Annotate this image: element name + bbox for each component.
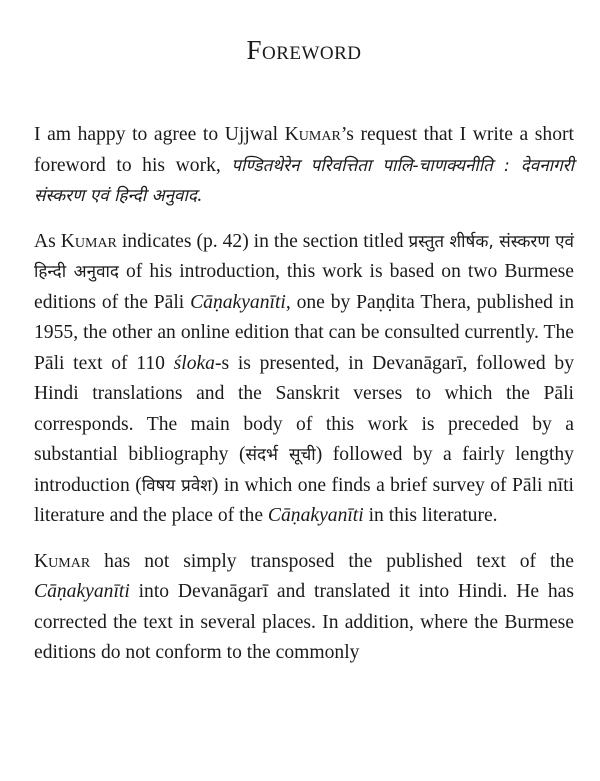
p1-text-2: ’s request that I write a short foreword to his work, <box>34 124 574 176</box>
p1-text-3: . <box>196 185 202 206</box>
paragraph-1 <box>34 120 574 212</box>
work-title: पण्डितथेरेन परिवत्तिता पालि-चाणक्यनीति : देवनागरी संस्करण एवं हिन्दी अनुवाद <box>34 155 574 206</box>
p2-text-3: of his introduction, this work is based on two Burmese editions of the Pāli <box>34 261 574 313</box>
p2-text-4: , one by Paṇḍita Thera, published in 1955, the other an online edition that can be consulted currently. The Pāli text of 110 <box>34 291 574 374</box>
p2-text-5: -s is presented, in Devanāgarī, followed by Hindi translations and the Sanskrit verses to which the Pāli corresponds. The main body of this work is preceded by a substantial bibliography ( <box>34 352 574 465</box>
paragraph-3 <box>34 547 574 669</box>
author-name: Kumar <box>34 550 91 572</box>
sloka-term: śloka <box>173 352 215 374</box>
canakyaniti-title: Cāṇakyanīti <box>34 581 130 602</box>
p2-text-6: ) followed by a fairly lengthy introduction ( <box>34 444 574 496</box>
author-name: Kumar <box>284 124 341 145</box>
p2-text-7: ) in which one finds a brief survey of Pāli nīti literature and the place of the <box>34 474 574 526</box>
p3-text-2: into Devanāgarī and translated it into Hindi. He has corrected the text in several places. In addition, where the Burmese editions do not conform to the commonly <box>34 581 574 663</box>
paragraph-2 <box>34 227 574 532</box>
page-title: Foreword <box>246 35 362 65</box>
p1-text-1: I am happy to agree to Ujjwal <box>34 124 285 145</box>
introduction-term: विषय प्रवेश <box>141 475 212 496</box>
author-name: Kumar <box>60 230 117 252</box>
p3-text-1: has not simply transposed the published text of the <box>90 550 574 572</box>
bibliography-term: संदर्भ सूची <box>245 445 316 465</box>
p2-text-1: As <box>34 230 61 252</box>
canakyaniti-title: Cāṇakyanīti <box>190 291 286 313</box>
section-title: प्रस्तुत शीर्षक, संस्करण एवं हिन्दी अनुवाद <box>34 231 574 282</box>
p2-text-8: in this literature. <box>363 505 498 526</box>
canakyaniti-title: Cāṇakyanīti <box>267 505 364 526</box>
p2-text-2: indicates (p. 42) in the section titled <box>116 230 409 252</box>
